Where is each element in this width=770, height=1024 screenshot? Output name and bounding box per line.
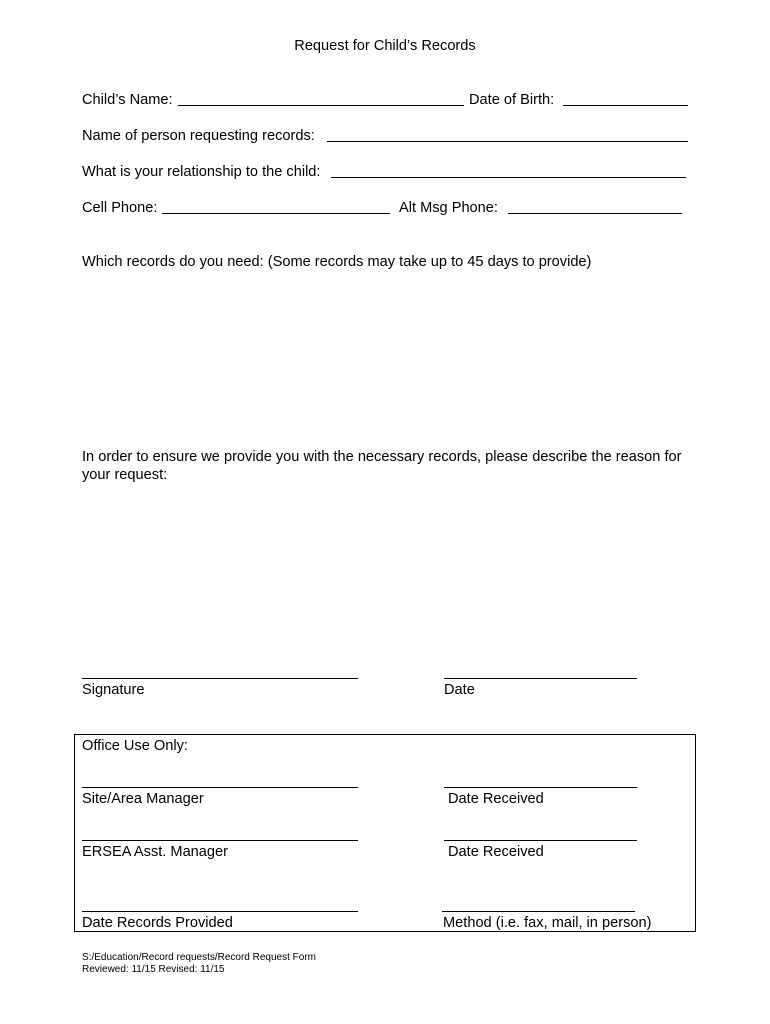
date-received-label-2: Date Received bbox=[448, 844, 544, 860]
form-title: Request for Child’s Records bbox=[294, 38, 476, 54]
date-received-line-2[interactable] bbox=[444, 840, 637, 841]
childs-name-field[interactable] bbox=[178, 105, 464, 106]
date-received-line-1[interactable] bbox=[444, 787, 637, 788]
site-manager-label: Site/Area Manager bbox=[82, 791, 204, 807]
cell-phone-label: Cell Phone: bbox=[82, 200, 158, 216]
footer-path: S:/Education/Record requests/Record Request Form bbox=[82, 952, 316, 963]
site-manager-line[interactable] bbox=[82, 787, 358, 788]
method-line[interactable] bbox=[442, 911, 635, 912]
footer-revision: Reviewed: 11/15 Revised: 11/15 bbox=[82, 964, 225, 975]
date-records-provided-label: Date Records Provided bbox=[82, 915, 233, 931]
date-received-label-1: Date Received bbox=[448, 791, 544, 807]
signature-label: Signature bbox=[82, 682, 145, 698]
date-records-provided-line[interactable] bbox=[82, 911, 358, 912]
cell-phone-field[interactable] bbox=[162, 213, 390, 214]
reason-prompt: In order to ensure we provide you with the necessary records, please describe the reason for your request: bbox=[82, 449, 682, 483]
signature-line[interactable] bbox=[82, 678, 358, 679]
alt-msg-phone-field[interactable] bbox=[508, 213, 682, 214]
requester-name-field[interactable] bbox=[327, 141, 688, 142]
date-of-birth-label: Date of Birth: bbox=[469, 92, 555, 108]
method-label: Method (i.e. fax, mail, in person) bbox=[443, 915, 652, 931]
signature-date-line[interactable] bbox=[444, 678, 637, 679]
ersea-manager-label: ERSEA Asst. Manager bbox=[82, 844, 229, 860]
relationship-field[interactable] bbox=[331, 177, 686, 178]
childs-name-label: Child’s Name: bbox=[82, 92, 173, 108]
ersea-manager-line[interactable] bbox=[82, 840, 358, 841]
records-question: Which records do you need: (Some records may take up to 45 days to provide) bbox=[82, 254, 592, 270]
office-use-box bbox=[74, 734, 696, 932]
office-use-heading: Office Use Only: bbox=[82, 738, 188, 754]
signature-date-label: Date bbox=[444, 682, 475, 698]
requester-name-label: Name of person requesting records: bbox=[82, 128, 315, 144]
relationship-label: What is your relationship to the child: bbox=[82, 164, 321, 180]
date-of-birth-field[interactable] bbox=[563, 105, 688, 106]
alt-msg-phone-label: Alt Msg Phone: bbox=[399, 200, 498, 216]
